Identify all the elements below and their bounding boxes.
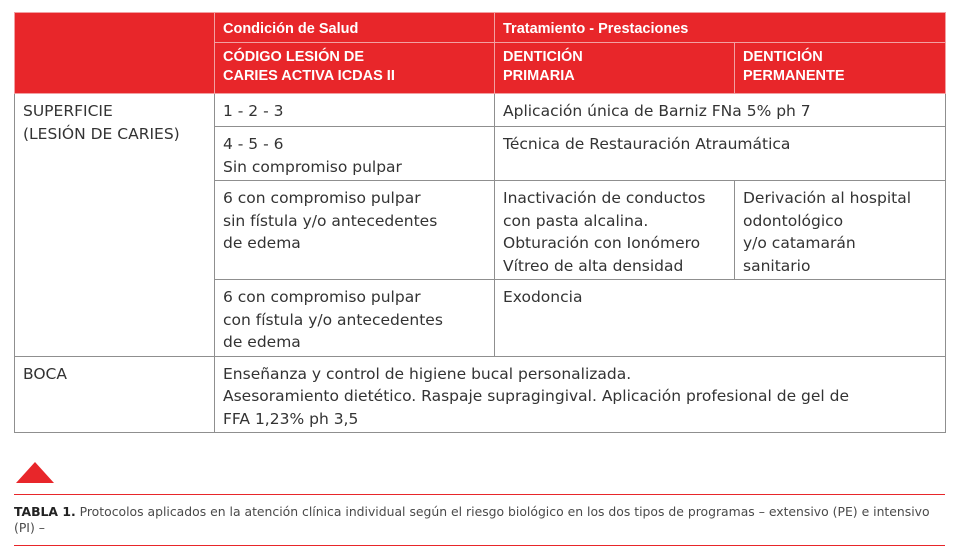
codigo-cell: 6 con compromiso pulpar sin fístula y/o antecedentes de edema <box>215 181 495 280</box>
protocol-table <box>14 12 946 433</box>
header-corner <box>15 13 215 94</box>
tratamiento-cell: Aplicación única de Barniz FNa 5% ph 7 <box>495 94 946 127</box>
boca-text: Enseñanza y control de higiene bucal personalizada. Asesoramiento dietético. Raspaje supragingival. Aplicación profesional de gel de FFA 1,23% ph 3,5 <box>215 356 946 433</box>
header-denticion-primaria: DENTICIÓN PRIMARIA <box>495 43 735 94</box>
header-denticion-permanente: DENTICIÓN PERMANENTE <box>735 43 946 94</box>
header-tratamiento: Tratamiento - Prestaciones <box>495 13 946 43</box>
header-row-1 <box>15 13 946 43</box>
codigo-cell: 6 con compromiso pulpar con fístula y/o antecedentes de edema <box>215 280 495 357</box>
permanente-cell: Derivación al hospital odontológico y/o catamarán sanitario <box>735 181 946 280</box>
tratamiento-cell: Técnica de Restauración Atraumática <box>495 127 946 181</box>
codigo-cell: 4 - 5 - 6 Sin compromiso pulpar <box>215 127 495 181</box>
table-row <box>15 94 946 127</box>
superficie-label: SUPERFICIE (LESIÓN DE CARIES) <box>15 94 215 357</box>
table-caption <box>14 504 950 536</box>
header-condicion-salud: Condición de Salud <box>215 13 495 43</box>
table-row <box>15 356 946 433</box>
caption-text: Protocolos aplicados en la atención clínica individual según el riesgo biológico en los dos tipos de programas – extensivo (PE) e intensivo (PI) – <box>14 504 930 535</box>
protocol-table-container <box>14 12 945 433</box>
caption-rule-top <box>14 494 945 495</box>
codigo-cell: 1 - 2 - 3 <box>215 94 495 127</box>
caption-label: TABLA 1. <box>14 504 76 519</box>
boca-label: BOCA <box>15 356 215 433</box>
primaria-cell: Inactivación de conductos con pasta alcalina. Obturación con Ionómero Vítreo de alta densidad <box>495 181 735 280</box>
caption-rule-bottom <box>14 545 945 546</box>
header-codigo-lesion: CÓDIGO LESIÓN DE CARIES ACTIVA ICDAS II <box>215 43 495 94</box>
tratamiento-cell: Exodoncia <box>495 280 946 357</box>
red-triangle-icon <box>16 462 54 483</box>
